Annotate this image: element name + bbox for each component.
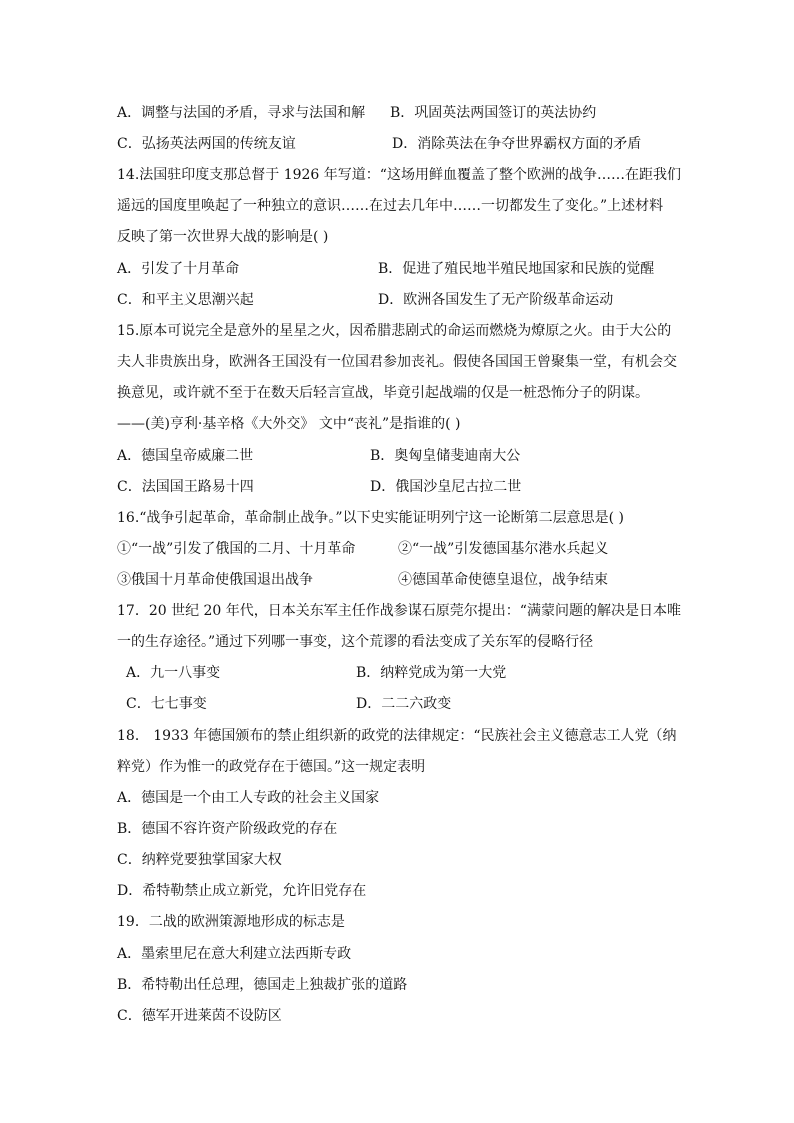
q17-option-c: C．七七事变: [126, 696, 207, 712]
q15-stem-line-3: 换意见，或许就不至于在数天后轻言宣战，毕竟引起战端的仅是一桩恐怖分子的阴谋。: [117, 385, 649, 401]
q14-option-d: D．欧洲各国发生了无产阶级革命运动: [378, 292, 614, 308]
q17-stem-line-2: 一的生存途径。”通过下列哪一事变，这个荒谬的看法变成了关东军的侵略行径: [117, 634, 594, 650]
q16-option-1: ①“一战”引发了俄国的二月、十月革命: [117, 541, 356, 557]
q14-stem-line-3: 反映了第一次世界大战的影响是( ): [117, 229, 329, 245]
q14-option-b: B．促进了殖民地半殖民地国家和民族的觉醒: [378, 261, 655, 277]
q13-option-d: D．消除英法在争夺世界霸权方面的矛盾: [392, 136, 642, 152]
q14-option-c: C．和平主义思潮兴起: [117, 292, 254, 308]
q13-option-b: B．巩固英法两国签订的英法协约: [390, 105, 597, 121]
q19-stem: 19．二战的欧洲策源地形成的标志是: [117, 914, 345, 930]
q19-option-c: C．德军开进莱茵不设防区: [117, 1008, 282, 1024]
q18-option-b: B．德国不容许资产阶级政党的存在: [117, 821, 338, 837]
q16-option-3: ③俄国十月革命使俄国退出战争: [117, 572, 313, 588]
q18-stem-line-2: 粹党）作为惟一的政党存在于德国。”这一规定表明: [117, 759, 426, 775]
q14-stem-line-1: 14.法国驻印度支那总督于 1926 年写道：“这场用鲜血覆盖了整个欧洲的战争……在距我们: [117, 167, 681, 183]
q17-option-d: D．二二六政变: [356, 696, 452, 712]
q14-option-a: A．引发了十月革命: [117, 261, 240, 277]
q17-option-b: B．纳粹党成为第一大党: [356, 665, 507, 681]
q13-option-a: A．调整与法国的矛盾，寻求与法国和解: [117, 105, 366, 121]
q16-option-2: ②“一战”引发德国基尔港水兵起义: [398, 541, 609, 557]
q18-option-d: D．希特勒禁止成立新党，允许旧党存在: [117, 883, 367, 899]
q16-stem: 16.“战争引起革命，革命制止战争。”以下史实能证明列宁这一论断第二层意思是( ): [117, 510, 624, 526]
q15-stem-line-1: 15.原本可说完全是意外的星星之火，因希腊悲剧式的命运而燃烧为燎原之火。由于大公的: [117, 323, 672, 339]
q14-stem-line-2: 遥远的国度里唤起了一种独立的意识……在过去几年中……一切都发生了变化。”上述材料: [117, 198, 664, 214]
q15-option-a: A．德国皇帝威廉二世: [117, 448, 254, 464]
q15-option-d: D．俄国沙皇尼古拉二世: [370, 479, 522, 495]
q15-option-b: B．奥匈皇储斐迪南大公: [370, 448, 521, 464]
q18-stem-line-1: 18． 1933 年德国颁布的禁止组织新的政党的法律规定：“民族社会主义德意志工人党（纳: [117, 728, 677, 744]
q19-option-b: B．希特勒出任总理，德国走上独裁扩张的道路: [117, 977, 408, 993]
q17-stem-line-1: 17．20 世纪 20 年代，日本关东军主任作战参谋石原莞尔提出：“满蒙问题的解决是日本唯: [117, 603, 681, 619]
q19-option-a: A．墨索里尼在意大利建立法西斯专政: [117, 946, 352, 962]
q15-option-c: C．法国国王路易十四: [117, 479, 254, 495]
q16-option-4: ④德国革命使德皇退位，战争结束: [398, 572, 608, 588]
q15-stem-line-2: 夫人非贵族出身，欧洲各王国没有一位国君参加丧礼。假使各国国王曾聚集一堂，有机会交: [117, 354, 677, 370]
q15-stem-line-4: ——(美)亨利·基辛格《大外交》 文中“丧礼”是指谁的( ): [117, 416, 461, 432]
q17-option-a: A．九一八事变: [126, 665, 221, 681]
q18-option-a: A．德国是一个由工人专政的社会主义国家: [117, 790, 380, 806]
q13-option-c: C．弘扬英法两国的传统友谊: [117, 136, 296, 152]
q18-option-c: C．纳粹党要独掌国家大权: [117, 852, 282, 868]
